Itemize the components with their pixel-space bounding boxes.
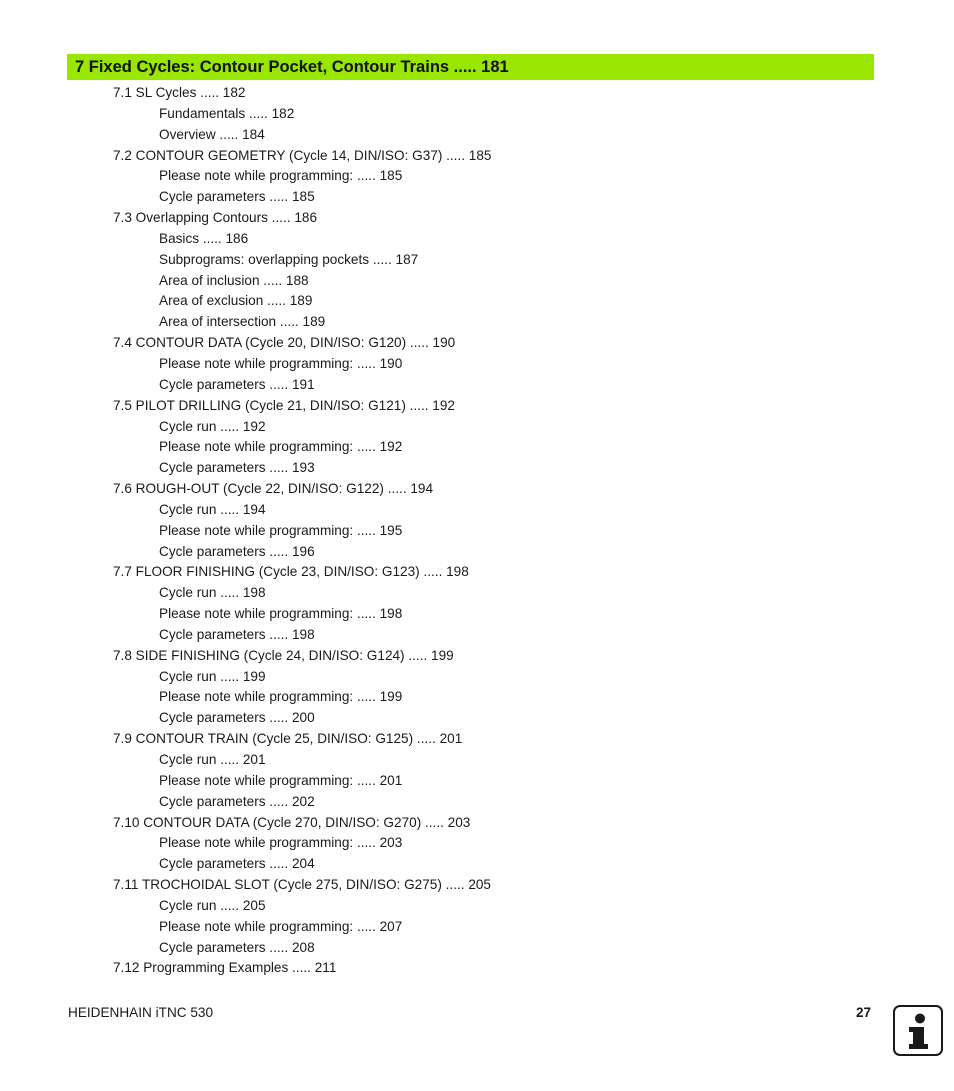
toc-section-entry[interactable]: 7.10 CONTOUR DATA (Cycle 270, DIN/ISO: G270) ..... 203 [113,814,471,830]
toc-subsection-entry[interactable]: Please note while programming: ..... 203 [159,835,403,851]
toc-subsection-entry[interactable]: Cycle parameters ..... 200 [159,710,315,726]
toc-subsection-entry[interactable]: Please note while programming: ..... 192 [159,439,403,455]
toc-subsection-entry[interactable]: Cycle run ..... 194 [159,501,266,517]
toc-subsection-entry[interactable]: Cycle run ..... 205 [159,897,266,913]
toc-subsection-entry[interactable]: Cycle parameters ..... 185 [159,189,315,205]
page-number: 27 [856,1005,872,1020]
toc-subsection-entry[interactable]: Please note while programming: ..... 199 [159,689,403,705]
toc-subsection-entry[interactable]: Cycle run ..... 199 [159,668,266,684]
toc-section-entry[interactable]: 7.6 ROUGH-OUT (Cycle 22, DIN/ISO: G122) ..... 194 [113,481,434,497]
toc-section-entry[interactable]: 7.4 CONTOUR DATA (Cycle 20, DIN/ISO: G120) ..... 190 [113,335,456,351]
toc-section-entry[interactable]: 7.1 SL Cycles ..... 182 [113,85,246,100]
toc-subsection-entry[interactable]: Cycle run ..... 198 [159,585,266,601]
toc-subsection-entry[interactable]: Cycle parameters ..... 208 [159,939,315,955]
toc-subsection-entry[interactable]: Please note while programming: ..... 190 [159,355,403,371]
toc-section-entry[interactable]: 7.7 FLOOR FINISHING (Cycle 23, DIN/ISO: G123) ..... 198 [113,564,469,580]
toc-subsection-entry[interactable]: Cycle run ..... 201 [159,752,266,767]
toc-section-entry[interactable]: 7.3 Overlapping Contours ..... 186 [113,210,318,226]
toc-subsection-entry[interactable]: Please note while programming: ..... 185 [159,168,403,184]
toc-section-entry[interactable]: 7.8 SIDE FINISHING (Cycle 24, DIN/ISO: G124) ..... 199 [113,647,454,663]
toc-section-entry[interactable]: 7.5 PILOT DRILLING (Cycle 21, DIN/ISO: G121) ..... 192 [113,397,455,413]
toc-subsection-entry[interactable]: Cycle run ..... 192 [159,418,266,434]
toc-subsection-entry[interactable]: Overview ..... 184 [159,126,265,142]
toc-subsection-entry[interactable]: Area of exclusion ..... 189 [159,293,313,309]
toc-subsection-entry[interactable]: Cycle parameters ..... 196 [159,543,315,559]
toc-subsection-entry[interactable]: Please note while programming: ..... 201 [159,772,403,788]
toc-subsection-entry[interactable]: Area of inclusion ..... 188 [159,272,309,288]
toc-section-entry[interactable]: 7.2 CONTOUR GEOMETRY (Cycle 14, DIN/ISO: G37) ..... 185 [113,147,492,163]
toc-subsection-entry[interactable]: Please note while programming: ..... 195 [159,522,403,538]
toc-section-entry[interactable]: 7.12 Programming Examples ..... 211 [113,960,337,976]
toc-section-entry[interactable]: 7.11 TROCHOIDAL SLOT (Cycle 275, DIN/ISO: G275) ..... 205 [113,877,491,893]
toc-subsection-entry[interactable]: Cycle parameters ..... 198 [159,626,315,642]
toc-section-entry[interactable]: 7.9 CONTOUR TRAIN (Cycle 25, DIN/ISO: G125) ..... 201 [113,731,463,747]
toc-subsection-entry[interactable]: Fundamentals ..... 182 [159,105,295,121]
chapter-heading: 7 Fixed Cycles: Contour Pocket, Contour Trains ..... 181 [67,54,874,80]
footer-product-name: HEIDENHAIN iTNC 530 [68,1005,214,1020]
toc-subsection-entry[interactable]: Please note while programming: ..... 198 [159,606,403,622]
table-of-contents [0,83,954,979]
toc-subsection-entry[interactable]: Cycle parameters ..... 204 [159,856,315,872]
toc-subsection-entry[interactable]: Subprograms: overlapping pockets ..... 187 [159,251,419,267]
toc-subsection-entry[interactable]: Basics ..... 186 [159,230,249,246]
toc-subsection-entry[interactable]: Cycle parameters ..... 193 [159,460,315,476]
toc-subsection-entry[interactable]: Area of intersection ..... 189 [159,314,326,330]
toc-subsection-entry[interactable]: Please note while programming: ..... 207 [159,918,403,934]
info-icon [893,1005,943,1056]
toc-subsection-entry[interactable]: Cycle parameters ..... 202 [159,793,315,809]
toc-subsection-entry[interactable]: Cycle parameters ..... 191 [159,376,315,392]
